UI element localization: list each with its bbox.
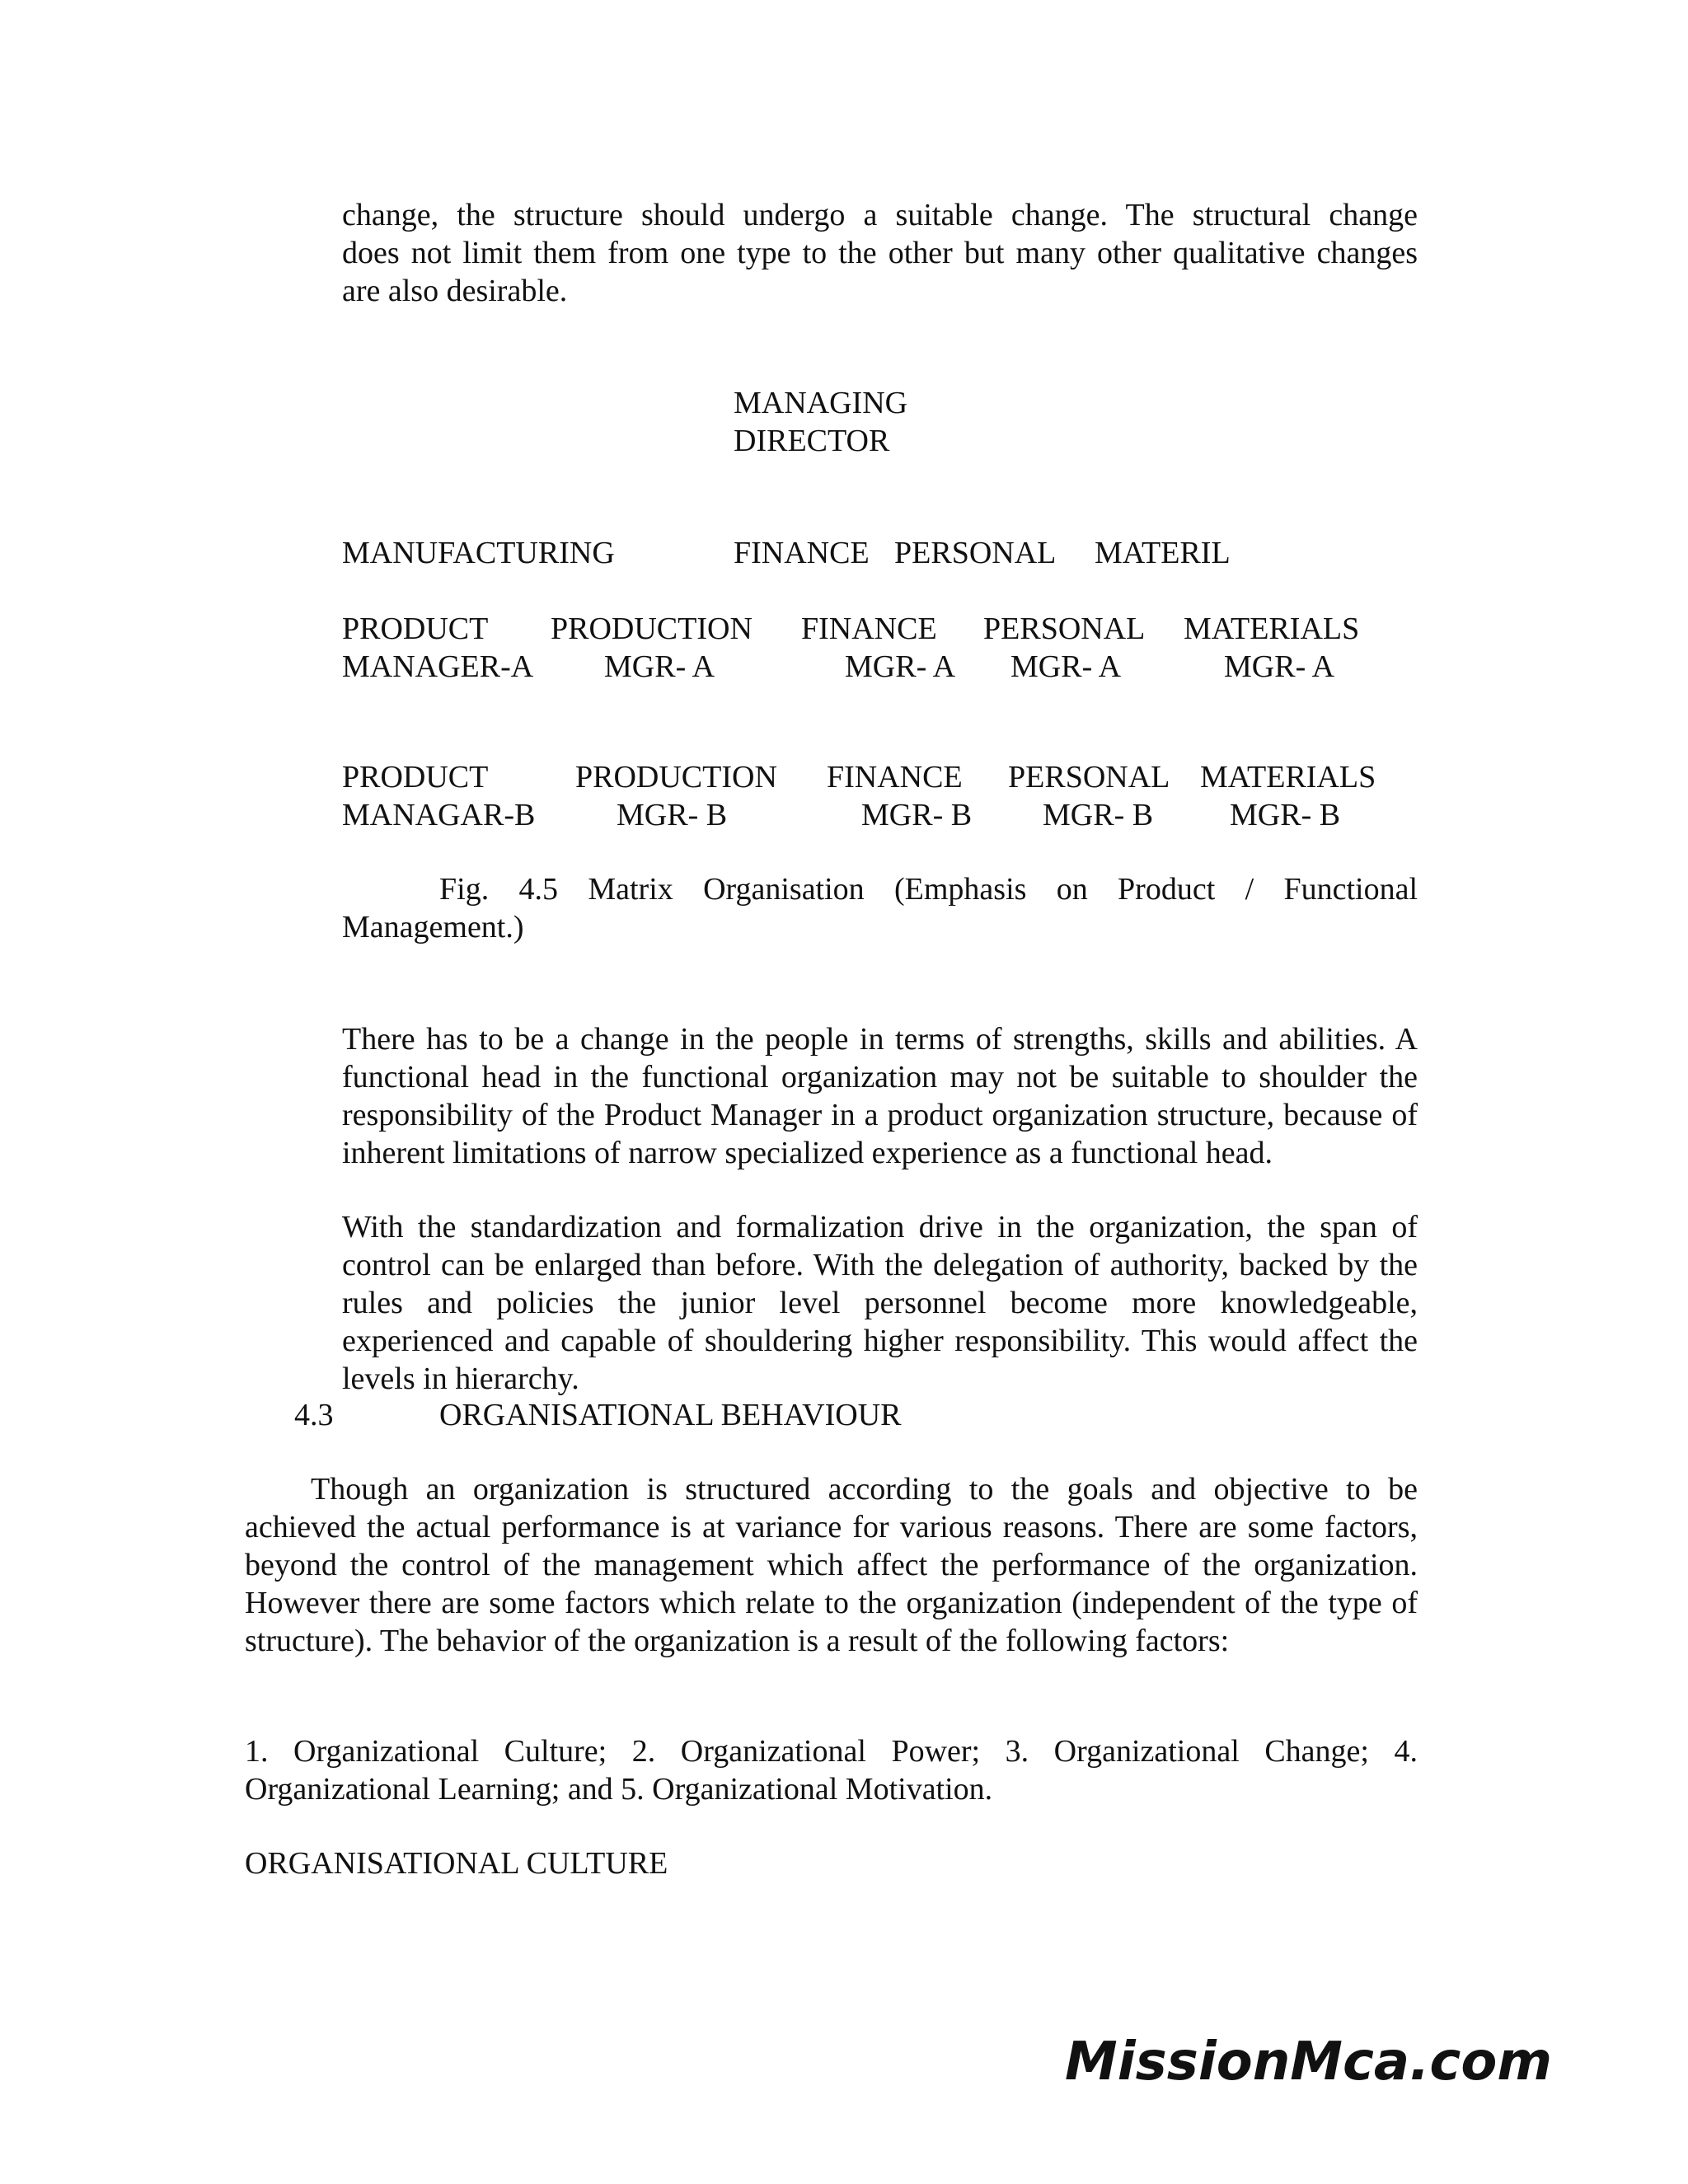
row-b-production: PRODUCTION xyxy=(575,760,777,794)
function-personal: PERSONAL xyxy=(894,536,1057,570)
paragraph-text: With the standardization and formalization drive in the organization, the span of control can be enlarged than before. With the delegation of authority, backed by the rules and policies the junior level personnel become more knowledgeable, experienced and capable of shouldering higher responsibility. This would affect the levels in hierarchy. xyxy=(342,1210,1418,1396)
intro-line-2: does not limit them from one type to the other but many other qualitative changes xyxy=(342,236,1418,270)
intro-line-3: are also desirable. xyxy=(342,274,568,308)
paragraph-text: There has to be a change in the people in terms of strengths, skills and abilities. A functional head in the functional organization may not be suitable to shoulder the responsibility of the Product Manager in a product organization structure, because of inherent limitations of narrow specialized experience as a functional head. xyxy=(342,1022,1418,1170)
function-finance: FINANCE xyxy=(734,536,870,570)
function-manufacturing: MANUFACTURING xyxy=(342,536,615,570)
paragraph-behaviour xyxy=(245,1470,1418,1660)
row-a-materials-mgr: MGR- A xyxy=(1224,649,1335,684)
row-a-personal-mgr: MGR- A xyxy=(1010,649,1122,684)
row-a-production: PRODUCTION xyxy=(551,612,753,646)
row-b-finance-mgr: MGR- B xyxy=(861,798,973,832)
intro-line-1: change, the structure should undergo a suitable change. The structural change xyxy=(342,198,1418,232)
row-a-finance: FINANCE xyxy=(801,612,937,646)
row-a-production-mgr: MGR- A xyxy=(604,649,715,684)
row-b-product-manager: MANAGAR-B xyxy=(342,798,536,832)
paragraph-factors xyxy=(245,1732,1418,1808)
paragraph-text: Though an organization is structured according to the goals and objective to be achieved the actual performance is at variance for various reasons. There are some factors, beyond the control of the management which affect the performance of the organization. However there are some factors which relate to the organization (independent of the type of structure). The behavior of the organization is a result of the following factors: xyxy=(245,1472,1418,1658)
row-b-materials-mgr: MGR- B xyxy=(1230,798,1341,832)
section-number: 4.3 xyxy=(294,1398,334,1432)
row-a-product-manager: MANAGER-A xyxy=(342,649,534,684)
watermark-text: MissionMca.com xyxy=(1065,2032,1552,2093)
subheading-organisational-culture: ORGANISATIONAL CULTURE xyxy=(245,1846,668,1881)
function-materil: MATERIL xyxy=(1095,536,1231,570)
chart-top-line-2: DIRECTOR xyxy=(734,424,890,458)
figure-caption-line-2: Management.) xyxy=(342,910,524,944)
figure-caption-line-1: Fig. 4.5 Matrix Organisation (Emphasis on Product / Functional xyxy=(439,872,1418,907)
chart-top-line-1: MANAGING xyxy=(734,386,908,420)
row-b-finance: FINANCE xyxy=(827,760,963,794)
paragraph-people-change xyxy=(342,1020,1418,1172)
missionmca-logo xyxy=(1065,2023,1552,2097)
paragraph-text: 1. Organizational Culture; 2. Organizational Power; 3. Organizational Change; 4. Organizational Learning; and 5. Organizational Motivation. xyxy=(245,1734,1418,1807)
row-b-personal: PERSONAL xyxy=(1008,760,1170,794)
row-b-production-mgr: MGR- B xyxy=(617,798,728,832)
row-b-personal-mgr: MGR- B xyxy=(1043,798,1154,832)
row-a-finance-mgr: MGR- A xyxy=(845,649,956,684)
row-a-product: PRODUCT xyxy=(342,612,489,646)
row-a-personal: PERSONAL xyxy=(983,612,1146,646)
row-b-materials: MATERIALS xyxy=(1200,760,1376,794)
paragraph-standardization xyxy=(342,1208,1418,1398)
row-b-product: PRODUCT xyxy=(342,760,489,794)
section-title: ORGANISATIONAL BEHAVIOUR xyxy=(439,1398,902,1432)
row-a-materials: MATERIALS xyxy=(1184,612,1360,646)
